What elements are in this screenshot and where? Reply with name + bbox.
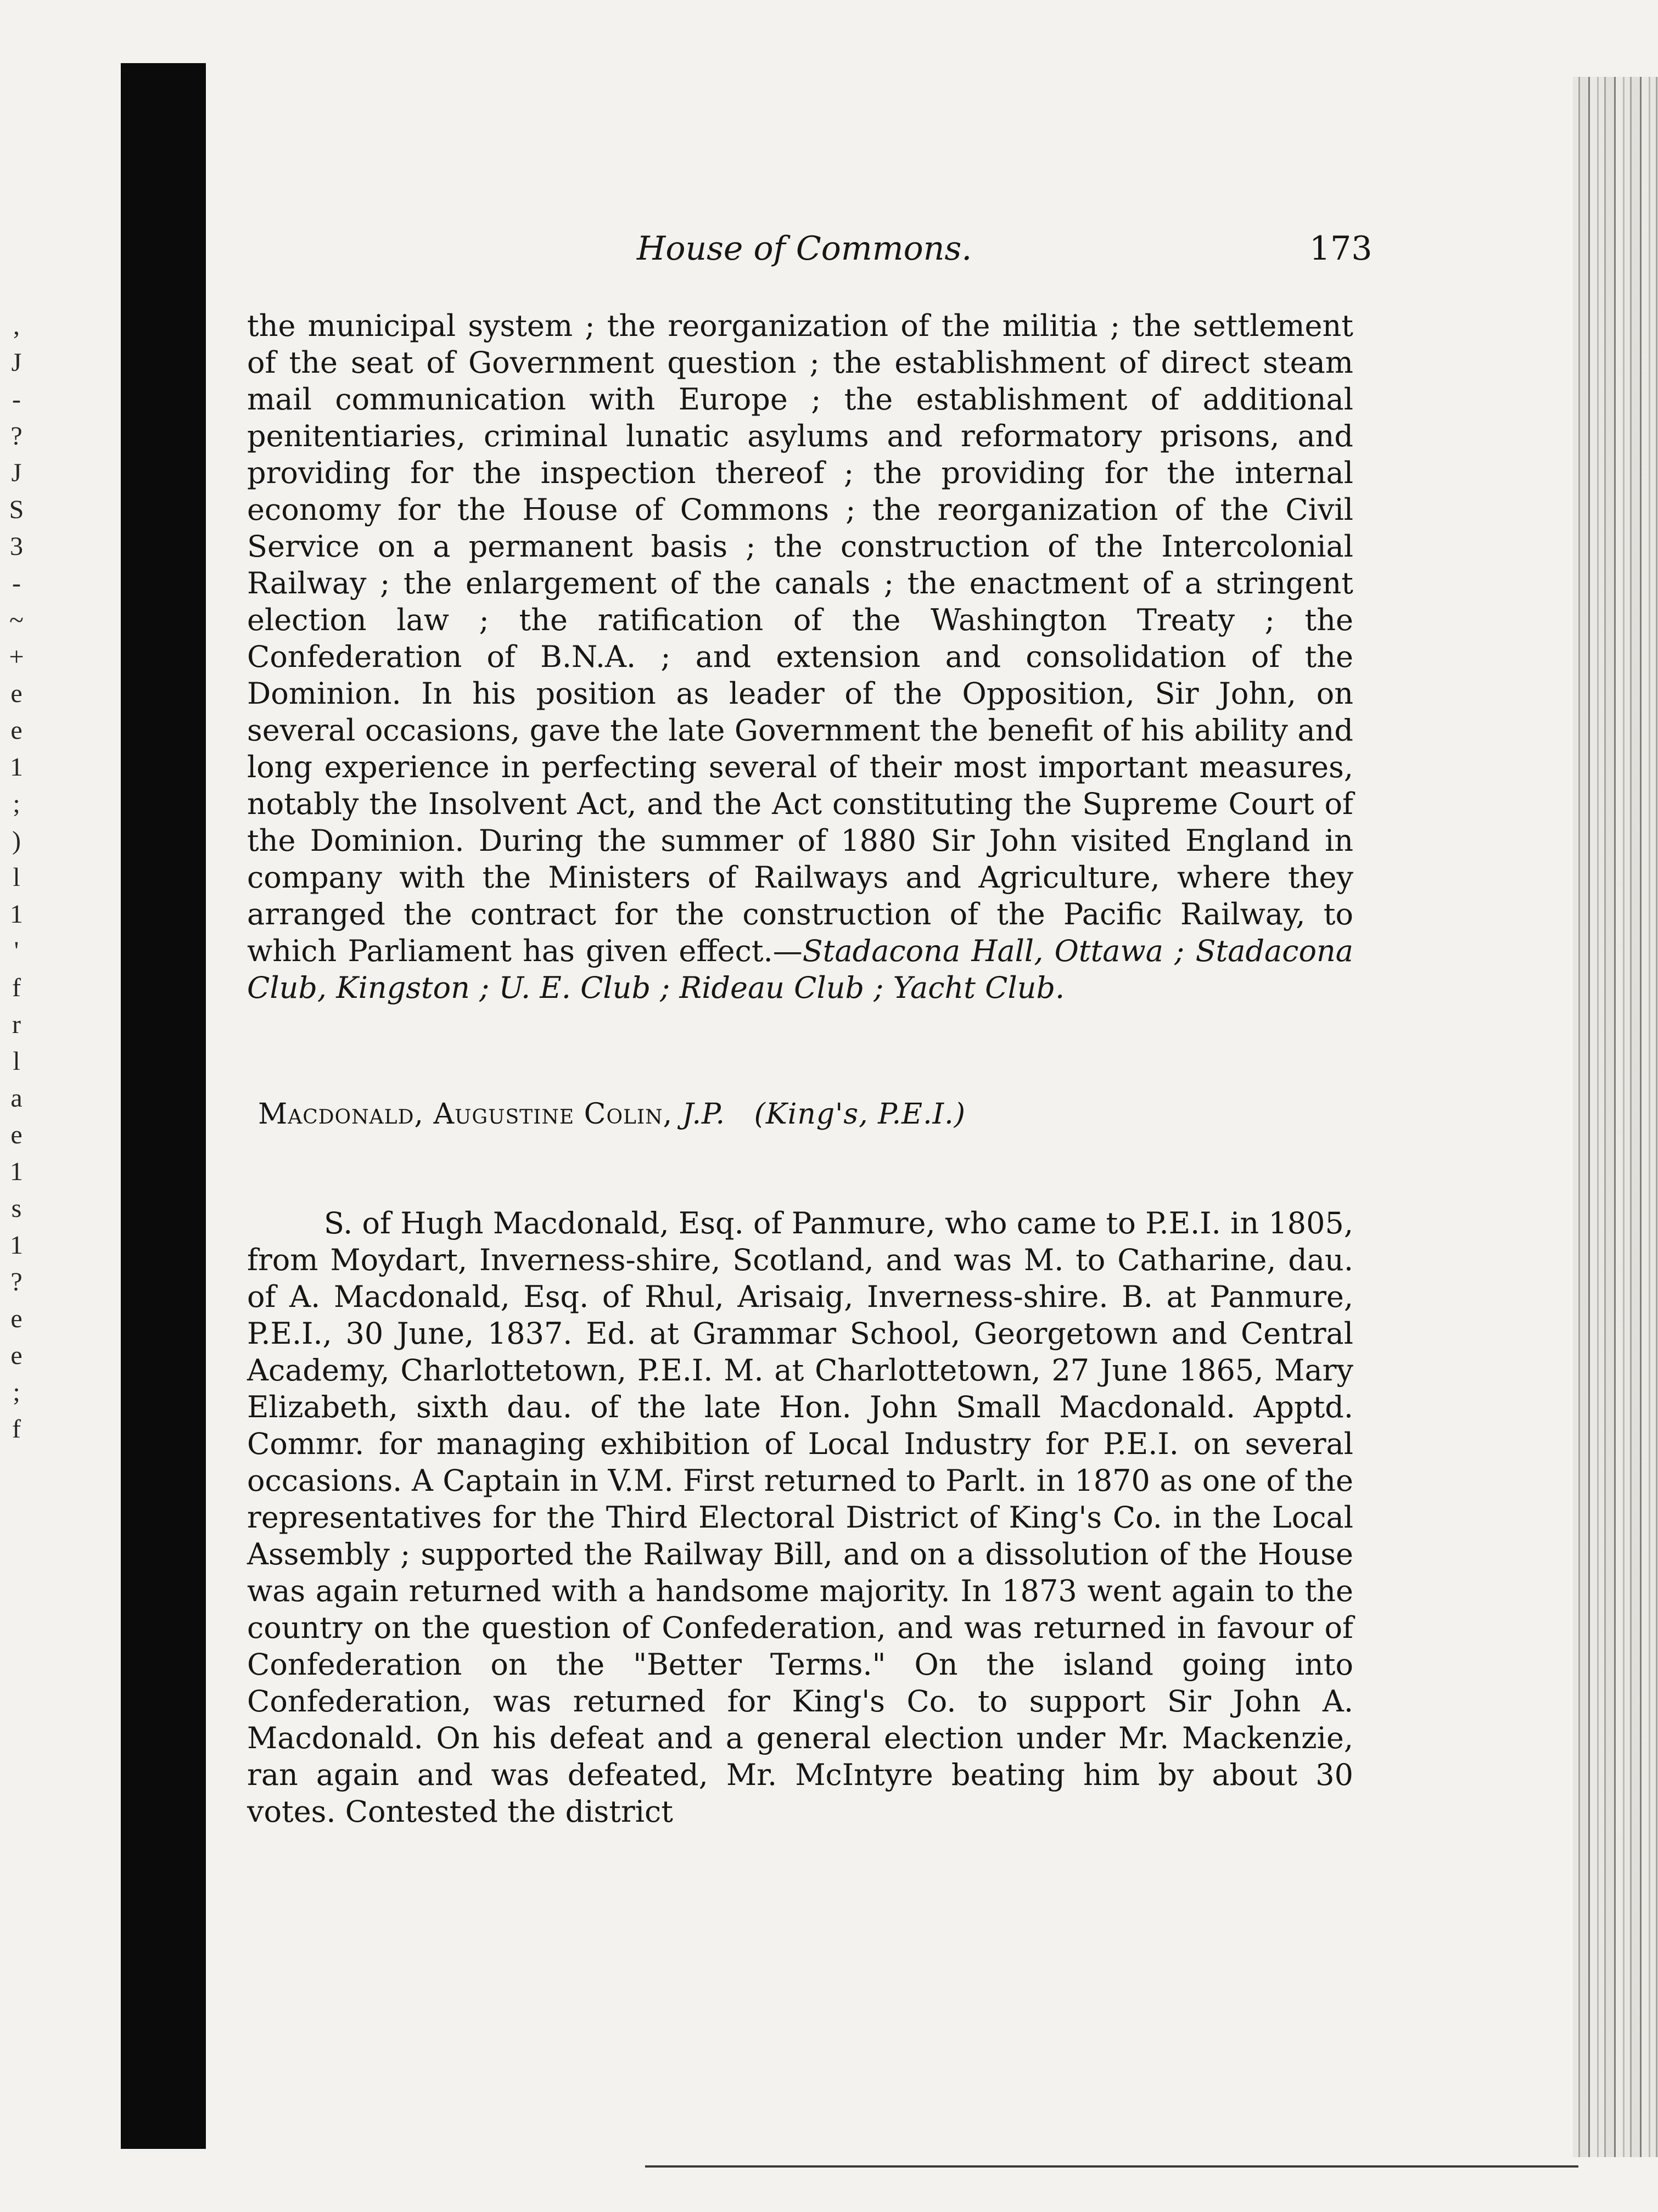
- margin-fragment: +: [9, 642, 24, 671]
- margin-fragment: S: [9, 495, 24, 524]
- margin-fragment: l: [13, 863, 20, 892]
- margin-fragment: ~: [9, 605, 24, 635]
- margin-fragment: J: [11, 348, 22, 377]
- margin-fragment: e: [10, 1341, 23, 1370]
- left-margin-fragments: [0, 307, 33, 1447]
- margin-fragment: J: [11, 458, 22, 487]
- running-head: [0, 224, 1427, 273]
- margin-fragment: ': [14, 936, 19, 965]
- margin-fragment: f: [12, 973, 21, 1002]
- margin-fragment: f: [12, 1414, 21, 1444]
- margin-fragment: 1: [10, 1157, 23, 1186]
- margin-fragment: ?: [10, 1267, 23, 1296]
- margin-fragment: -: [12, 569, 21, 598]
- paragraph-biography: [247, 1205, 1353, 1830]
- margin-fragment: 1: [10, 1231, 23, 1260]
- entry-name: Macdonald, Augustine Colin,: [258, 1098, 673, 1131]
- margin-fragment: e: [10, 1304, 23, 1333]
- margin-fragment: s: [11, 1194, 22, 1223]
- margin-fragment: ;: [13, 789, 20, 818]
- margin-fragment: 3: [10, 532, 23, 561]
- margin-fragment: -: [12, 385, 21, 414]
- paragraph-sir-john: [247, 307, 1353, 1006]
- running-title: House of Commons.: [637, 229, 972, 268]
- margin-fragment: ): [12, 826, 21, 855]
- margin-fragment: e: [10, 1120, 23, 1149]
- margin-fragment: a: [10, 1083, 23, 1113]
- entry-honorific: J.P.: [682, 1098, 725, 1131]
- bottom-rule: [645, 2165, 1578, 2168]
- margin-fragment: ?: [10, 422, 23, 451]
- margin-fragment: e: [10, 716, 23, 745]
- paragraph-text: the municipal system ; the reorganization of the militia ; the settlement of the seat of Government question ; the establishment of direct steam mail communication with Europe ; the establishment of additional penitentiaries, criminal lunatic asylums and reformatory prisons, and providing for the inspection thereof ; the providing for the internal economy for the House of Commons ; the reorganization of the Civil Service on a permanent basis ; the construction of the Intercolonial Railway ; the enlargement of the canals ; the enactment of a stringent election law ; the ratification of the Washington Treaty ; the Confederation of B.N.A. ; and extension and consolidation of the Dominion. In his position as leader of the Opposition, Sir John, on several occasions, gave the late Government the benefit of his ability and long experience in perfecting several of their most important measures, notably the Insolvent Act, and the Act constituting the Supreme Court of the Dominion. During the summer of 1880 Sir John visited England in company with the Ministers of Railways and Agriculture, where they arranged the contract for the construction of the Pacific Railway, to which Parliament has given effect.—: [247, 308, 1353, 968]
- margin-fragment: 1: [10, 900, 23, 929]
- page-number: 173: [1309, 229, 1373, 268]
- entry-heading: [258, 1098, 966, 1131]
- margin-fragment: l: [13, 1047, 20, 1076]
- margin-fragment: 1: [10, 753, 23, 782]
- margin-fragment: r: [12, 1010, 21, 1039]
- margin-fragment: e: [10, 679, 23, 708]
- margin-fragment: ;: [13, 1378, 20, 1407]
- margin-fragment: ,: [13, 311, 20, 340]
- entry-riding: (King's, P.E.I.): [754, 1098, 966, 1131]
- paragraph-text: S. of Hugh Macdonald, Esq. of Panmure, who came to P.E.I. in 1805, from Moydart, Inverness-shire, Scotland, and was M. to Catharine, dau. of A. Macdonald, Esq. of Rhul, Arisaig, Inverness-shire. B. at Panmure, P.E.I., 30 June, 1837. Ed. at Grammar School, Georgetown and Central Academy, Charlottetown, P.E.I. M. at Charlottetown, 27 June 1865, Mary Elizabeth, sixth dau. of the late Hon. John Small Macdonald. Apptd. Commr. for managing exhibition of Local Industry for P.E.I. on several occasions. A Captain in V.M. First returned to Parlt. in 1870 as one of the representatives for the Third Electoral District of King's Co. in the Local Assembly ; supported the Railway Bill, and on a dissolution of the House was again returned with a handsome majority. In 1873 went again to the country on the question of Confederation, and was returned in favour of Confederation on the "Better Terms." On the island going into Confederation, was returned for King's Co. to support Sir John A. Macdonald. On his defeat and a general election under Mr. Mackenzie, ran again and was defeated, Mr. McIntyre beating him by about 30 votes. Contested the district: [247, 1206, 1353, 1829]
- addresses: Stadacona Hall, Ottawa ; Stadacona Club, Kingston ; U. E. Club ; Rideau Club ; Yacht Club.: [247, 934, 1353, 1005]
- page-edge: [1573, 77, 1658, 2157]
- binding-shadow: [121, 63, 206, 2149]
